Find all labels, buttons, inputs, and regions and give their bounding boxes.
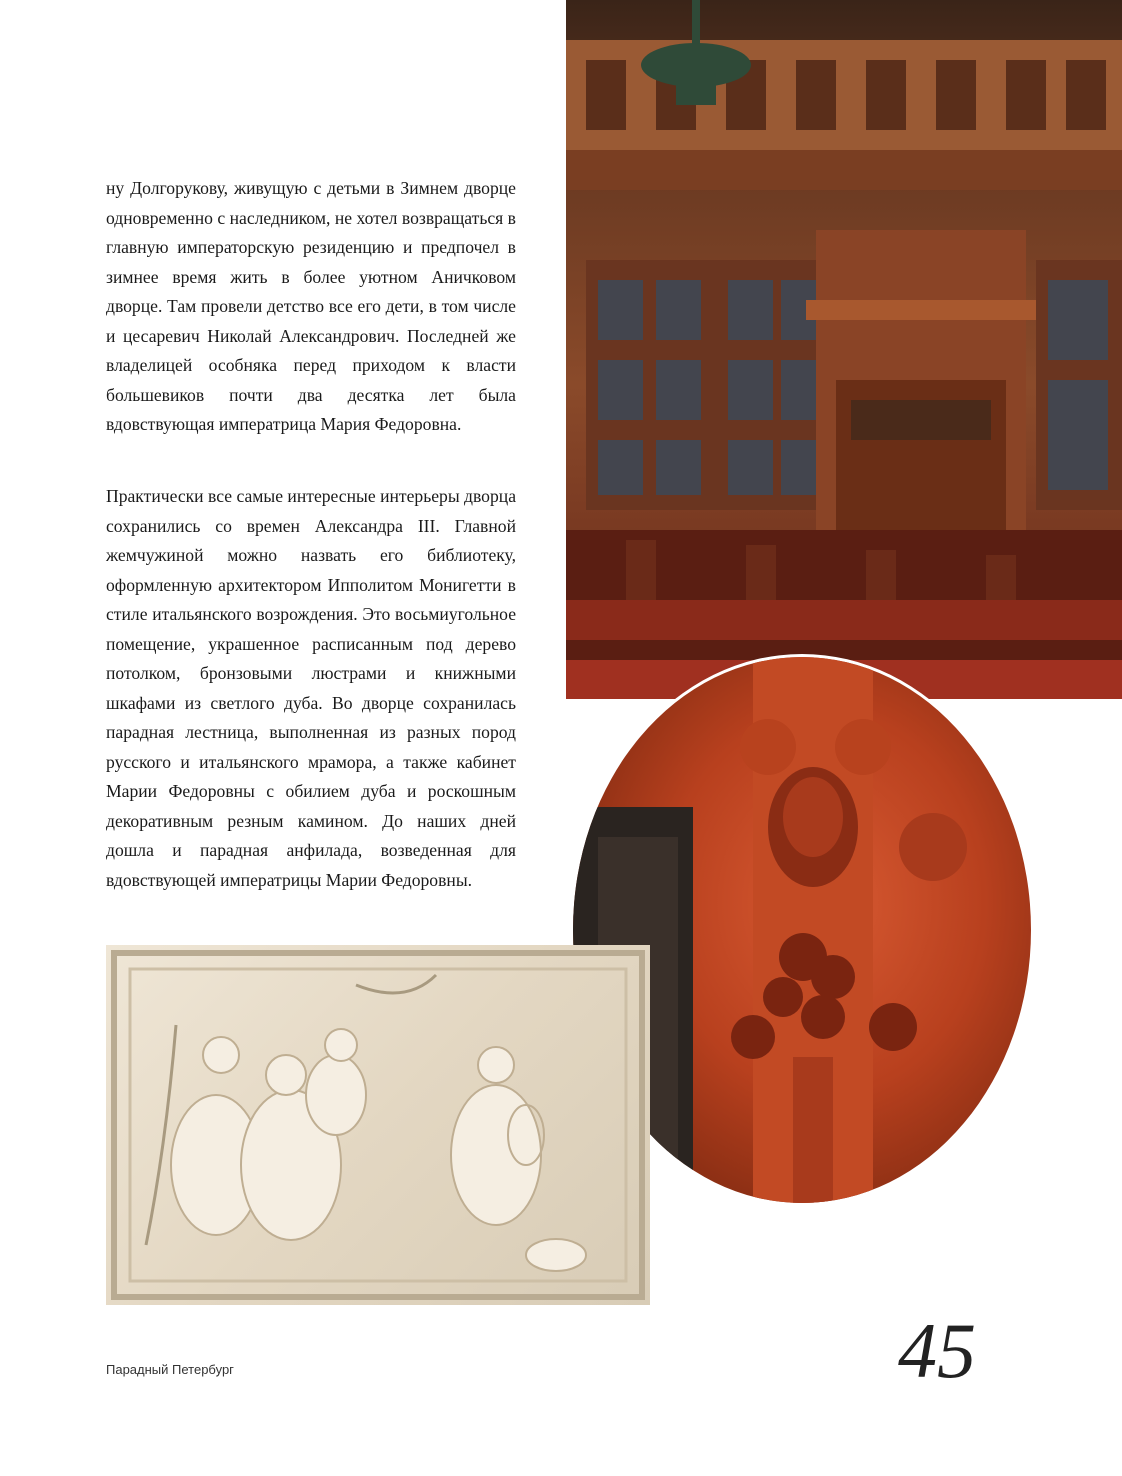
paragraph-text: Практически все самые интересные интерьеры дворца сохранились со времен Александра III. Главной жемчужиной можно назвать его библиотеку, оформленную архитектором Ипполитом Монигетти в стиле итальянского возрождения. Это восьмиугольное помещение, украшенное расписанным под дерево потолком, бронзовыми люстрами и книжными шкафами из светлого дуба. Во дворце сохранилась парадная лестница, выполненная из разных пород русского и итальянского мрамора, а также кабинет Марии Федоровны с обилием дуба и роскошным декоративным резным камином. До наших дней дошла и парадная анфилада, возведенная для вдовствующей императрицы Марии Федоровны. [106,486,516,890]
marble-relief-photo [106,945,650,1305]
magazine-name: Парадный Петербург [106,1362,234,1377]
article-paragraph-1 [106,174,516,440]
page-number: 45 [898,1307,976,1394]
article-paragraph-2 [106,482,516,895]
paragraph-text: ну Долгорукову, живущую с детьми в Зимнем дворце одновременно с наследником, не хотел возвращаться в главную императорскую резиденцию и предпочел в зимнее время жить в более уютном Аничковом дворце. Там провели детство все его дети, в том числе и цесаревич Николай Александрович. Последней же владелицей особняка перед приходом к власти большевиков почти два десятка лет была вдовствующая императрица Мария Федоровна. [106,178,516,434]
library-interior-photo [566,0,1122,699]
